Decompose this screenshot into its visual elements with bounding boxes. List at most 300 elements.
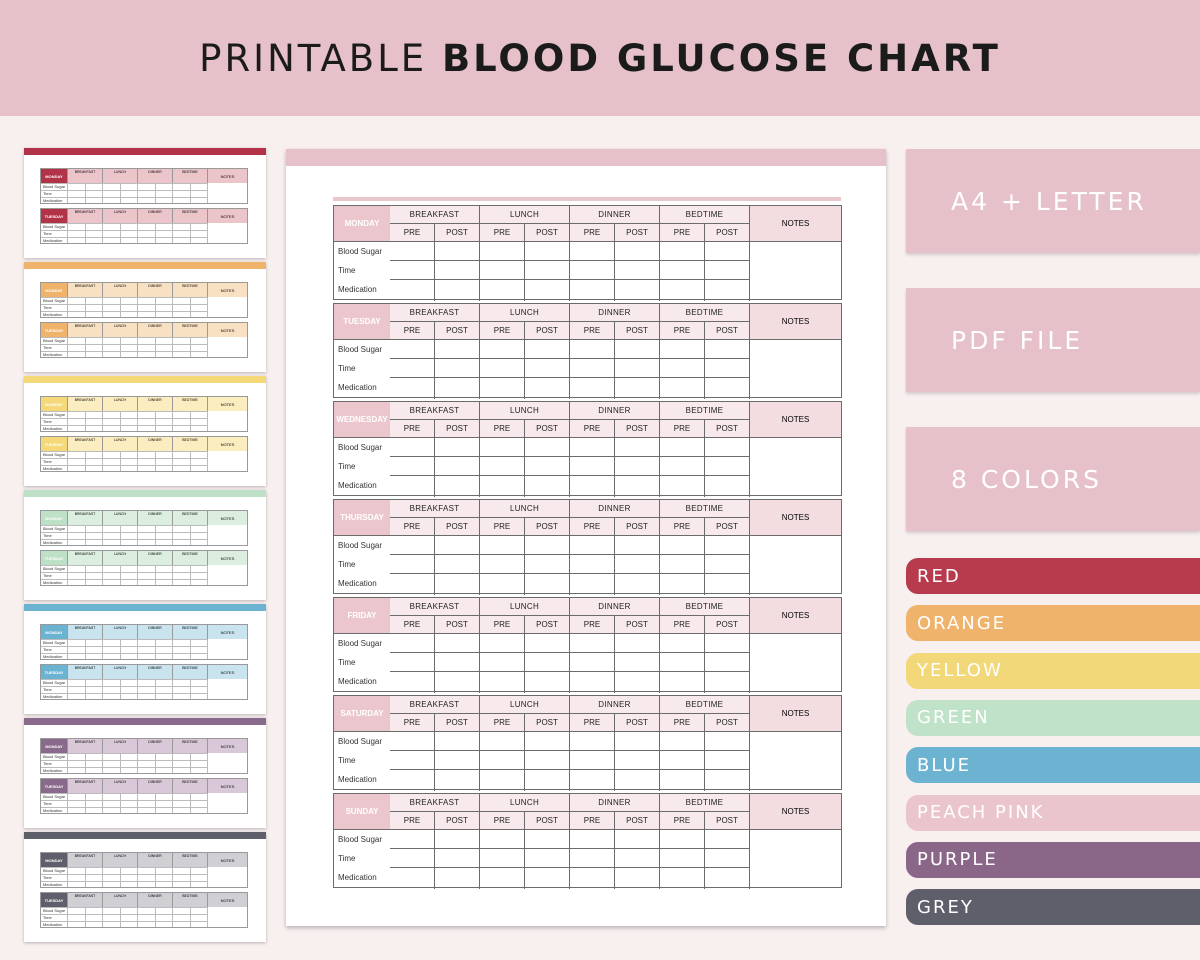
entry-cell: [615, 849, 660, 868]
entry-cell: [525, 830, 570, 849]
entry-cell: [570, 770, 615, 791]
meal-header: BREAKFAST: [390, 402, 480, 420]
entry-cell: [615, 476, 660, 497]
row-label: Medication: [338, 383, 377, 392]
thumbnail-grid-line: [102, 867, 103, 887]
meal-header: BEDTIME: [660, 500, 750, 518]
thumbnail-grid-line: [207, 411, 208, 431]
entry-cell: [660, 476, 705, 497]
thumbnail-grid-line: [155, 753, 156, 773]
thumbnail-grid-line: [67, 183, 68, 203]
entry-cell: [435, 340, 480, 359]
color-name: BLUE: [917, 754, 972, 776]
pre-post-header: POST: [615, 616, 660, 634]
entry-cell: [570, 555, 615, 574]
thumbnail-grid-line: [120, 753, 121, 773]
entry-cell: [480, 280, 525, 301]
thumbnail-grid-line: [190, 907, 191, 927]
entry-cell: [480, 634, 525, 653]
pre-post-header: PRE: [570, 420, 615, 438]
entry-cell: [525, 732, 570, 751]
thumbnail-day-label: TUESDAY: [41, 551, 67, 565]
entry-cell: [480, 653, 525, 672]
thumbnail-grid-line: [137, 411, 138, 431]
thumbnail-meal-headers: [67, 853, 207, 867]
entry-cell: [390, 751, 435, 770]
thumbnail-meal-label: DINNER: [137, 323, 172, 337]
thumbnail-variant: [24, 490, 266, 600]
entry-cell: [705, 280, 750, 301]
thumbnail-grid-line: [137, 337, 138, 357]
thumbnail-row-label: Time: [43, 191, 52, 196]
entry-cell: [525, 770, 570, 791]
thumbnail-grid-line: [172, 223, 173, 243]
thumbnail-grid-line: [41, 425, 207, 426]
thumbnail-grid-line: [207, 183, 208, 203]
entry-cell: [435, 261, 480, 280]
thumbnail-grid-line: [155, 411, 156, 431]
pre-post-header: PRE: [570, 714, 615, 732]
thumbnail-meal-label: LUNCH: [102, 739, 137, 753]
thumbnail-day-label: MONDAY: [41, 511, 67, 525]
thumbnail-top-bar: [24, 604, 266, 611]
thumbnail-grid-line: [41, 867, 207, 868]
thumbnail-meal-label: LUNCH: [102, 169, 137, 183]
thumbnail-grid-line: [41, 230, 207, 231]
thumbnail-meal-label: DINNER: [137, 893, 172, 907]
thumbnail-row-label: Time: [43, 761, 52, 766]
color-name: ORANGE: [917, 612, 1007, 634]
row-label: Time: [338, 364, 356, 373]
entry-cell: [435, 555, 480, 574]
entry-cell: [705, 457, 750, 476]
pre-post-header: PRE: [660, 812, 705, 830]
thumbnail-day-label: MONDAY: [41, 169, 67, 183]
thumbnail-grid-line: [207, 525, 208, 545]
entry-cell: [480, 555, 525, 574]
thumbnail-row-label: Medication: [43, 922, 63, 927]
notes-header: NOTES: [750, 794, 841, 830]
pre-post-header: POST: [615, 322, 660, 340]
entry-cell: [390, 340, 435, 359]
thumbnail-meal-label: BEDTIME: [172, 779, 207, 793]
thumbnail-top-bar: [24, 490, 266, 497]
pre-post-header: POST: [435, 420, 480, 438]
thumbnail-notes-label: NOTES: [207, 551, 247, 565]
thumbnail-grid-line: [207, 907, 208, 927]
row-label: Time: [338, 560, 356, 569]
thumbnail-row-label: Time: [43, 687, 52, 692]
entry-cell: [525, 242, 570, 261]
pre-post-header: PRE: [390, 616, 435, 634]
thumbnail-notes-label: NOTES: [207, 437, 247, 451]
entry-cell: [615, 340, 660, 359]
entry-cell: [480, 438, 525, 457]
day-label: SUNDAY: [334, 794, 391, 830]
thumbnail-grid-line: [120, 565, 121, 585]
thumbnail-content: [40, 852, 248, 932]
pre-post-header: PRE: [660, 322, 705, 340]
thumbnail-grid-line: [172, 867, 173, 887]
row-label: Time: [338, 658, 356, 667]
thumbnail-meal-label: LUNCH: [102, 437, 137, 451]
thumbnail-day-table: [40, 738, 248, 774]
thumbnail-row-label: Medication: [43, 808, 63, 813]
entry-cell: [660, 830, 705, 849]
thumbnail-grid-line: [137, 565, 138, 585]
entry-cell: [390, 770, 435, 791]
pre-post-header: POST: [525, 420, 570, 438]
pre-post-header: PRE: [660, 714, 705, 732]
entry-cell: [390, 457, 435, 476]
thumbnail-grid-line: [67, 525, 68, 545]
entry-cell: [480, 672, 525, 693]
pre-post-header: PRE: [480, 322, 525, 340]
thumbnail-row-label: Time: [43, 305, 52, 310]
thumbnail-meal-label: BEDTIME: [172, 893, 207, 907]
thumbnail-grid-line: [41, 532, 207, 533]
thumbnail-meal-label: LUNCH: [102, 665, 137, 679]
color-name: GREEN: [917, 707, 990, 729]
meal-header: DINNER: [570, 206, 660, 224]
entry-cell: [570, 536, 615, 555]
thumbnail-meal-label: LUNCH: [102, 511, 137, 525]
thumbnail-grid-line: [207, 297, 208, 317]
notes-header: NOTES: [750, 598, 841, 634]
thumbnail-grid-line: [120, 183, 121, 203]
day-label: TUESDAY: [334, 304, 391, 340]
entry-cell: [525, 340, 570, 359]
row-label: Blood Sugar: [338, 541, 383, 550]
row-label: Medication: [338, 873, 377, 882]
thumbnail-grid-line: [85, 867, 86, 887]
thumbnail-grid-line: [207, 867, 208, 887]
thumbnail-meal-label: LUNCH: [102, 893, 137, 907]
thumbnail-meal-label: BREAKFAST: [67, 511, 102, 525]
row-label: Medication: [338, 775, 377, 784]
thumbnail-row-label: Blood Sugar: [43, 452, 66, 457]
entry-cell: [435, 280, 480, 301]
thumbnail-grid-line: [137, 223, 138, 243]
thumbnail-grid-line: [155, 337, 156, 357]
thumbnail-grid-line: [41, 565, 207, 566]
thumbnail-day-label: TUESDAY: [41, 779, 67, 793]
thumbnail-grid-line: [207, 753, 208, 773]
thumbnail-meal-headers: [67, 779, 207, 793]
thumbnail-row-label: Time: [43, 419, 52, 424]
thumbnail-row-label: Blood Sugar: [43, 794, 66, 799]
entry-cell: [435, 574, 480, 595]
thumbnail-grid-line: [137, 793, 138, 813]
thumbnail-grid-line: [41, 686, 207, 687]
row-label: Time: [338, 854, 356, 863]
entry-cell: [435, 770, 480, 791]
thumbnail-grid-line: [172, 297, 173, 317]
meal-header: BEDTIME: [660, 206, 750, 224]
thumbnail-content: [40, 396, 248, 476]
pre-post-header: POST: [615, 714, 660, 732]
entry-cell: [390, 280, 435, 301]
entry-cell: [705, 555, 750, 574]
thumbnail-grid-line: [41, 760, 207, 761]
thumbnail-grid-line: [190, 753, 191, 773]
entry-cell: [705, 732, 750, 751]
thumbnail-grid-line: [41, 646, 207, 647]
thumbnail-grid-line: [190, 639, 191, 659]
pre-post-header: POST: [435, 518, 480, 536]
thumbnail-grid-line: [41, 572, 207, 573]
entry-cell: [480, 359, 525, 378]
row-label: Blood Sugar: [338, 639, 383, 648]
thumbnail-grid-line: [41, 190, 207, 191]
entry-cell: [570, 672, 615, 693]
thumbnail-meal-label: LUNCH: [102, 779, 137, 793]
thumbnail-grid-line: [207, 337, 208, 357]
thumbnail-grid-line: [102, 297, 103, 317]
entry-cell: [705, 672, 750, 693]
thumbnail-grid-line: [102, 411, 103, 431]
entry-cell: [525, 849, 570, 868]
row-label: Blood Sugar: [338, 345, 383, 354]
thumbnail-meal-headers: [67, 397, 207, 411]
thumbnail-grid-line: [85, 223, 86, 243]
thumbnail-meal-label: LUNCH: [102, 209, 137, 223]
thumbnail-notes-label: NOTES: [207, 323, 247, 337]
entry-cell: [660, 751, 705, 770]
page-accent-line: [333, 197, 841, 201]
thumbnail-grid-line: [41, 237, 207, 238]
entry-cell: [525, 280, 570, 301]
thumbnail-notes-label: NOTES: [207, 853, 247, 867]
day-table-thursday: [333, 499, 842, 594]
entry-cell: [615, 653, 660, 672]
thumbnail-notes-label: NOTES: [207, 665, 247, 679]
entry-cell: [525, 868, 570, 889]
thumbnail-meal-label: BEDTIME: [172, 397, 207, 411]
thumbnail-notes-label: NOTES: [207, 397, 247, 411]
thumbnail-grid-line: [207, 565, 208, 585]
thumbnail-grid-line: [41, 921, 207, 922]
thumbnail-grid-line: [102, 525, 103, 545]
entry-cell: [615, 359, 660, 378]
thumbnail-grid-line: [155, 639, 156, 659]
pre-post-header: POST: [525, 812, 570, 830]
entry-cell: [660, 359, 705, 378]
thumbnail-grid-line: [67, 753, 68, 773]
thumbnail-grid-line: [155, 565, 156, 585]
day-label: SATURDAY: [334, 696, 391, 732]
meal-header: LUNCH: [480, 794, 570, 812]
thumbnail-row-label: Blood Sugar: [43, 908, 66, 913]
meal-header: BEDTIME: [660, 794, 750, 812]
thumbnail-grid-line: [172, 907, 173, 927]
thumbnail-grid-line: [67, 867, 68, 887]
meal-header: BEDTIME: [660, 598, 750, 616]
thumbnail-grid-line: [172, 337, 173, 357]
notes-header: NOTES: [750, 304, 841, 340]
pre-post-header: POST: [615, 420, 660, 438]
thumbnail-grid-line: [102, 907, 103, 927]
thumbnail-grid-line: [120, 867, 121, 887]
thumbnail-grid-line: [190, 223, 191, 243]
entry-cell: [615, 261, 660, 280]
entry-cell: [435, 359, 480, 378]
thumbnail-grid-line: [41, 337, 207, 338]
thumbnail-grid-line: [155, 793, 156, 813]
meal-header: DINNER: [570, 304, 660, 322]
thumbnail-grid-line: [172, 525, 173, 545]
feature-text: A4 + LETTER: [951, 186, 1147, 216]
thumbnail-row-label: Medication: [43, 466, 63, 471]
entry-cell: [615, 574, 660, 595]
entry-cell: [390, 438, 435, 457]
thumbnail-grid-line: [207, 223, 208, 243]
notes-header: NOTES: [750, 206, 841, 242]
pre-post-header: PRE: [390, 714, 435, 732]
entry-cell: [660, 555, 705, 574]
entry-cell: [435, 457, 480, 476]
meal-header: BEDTIME: [660, 304, 750, 322]
row-label: Blood Sugar: [338, 835, 383, 844]
color-swatch-peach-pink: [906, 795, 1200, 831]
thumbnail-grid-line: [41, 579, 207, 580]
thumbnail-grid-line: [137, 867, 138, 887]
entry-cell: [525, 672, 570, 693]
thumbnail-day-label: TUESDAY: [41, 209, 67, 223]
day-label: FRIDAY: [334, 598, 391, 634]
entry-cell: [615, 242, 660, 261]
thumbnail-day-table: [40, 396, 248, 432]
entry-cell: [435, 672, 480, 693]
pre-post-header: POST: [525, 224, 570, 242]
thumbnail-variant: [24, 262, 266, 372]
entry-cell: [525, 261, 570, 280]
entry-cell: [525, 457, 570, 476]
entry-cell: [435, 438, 480, 457]
entry-cell: [525, 378, 570, 399]
thumbnail-day-label: TUESDAY: [41, 437, 67, 451]
thumbnail-row-label: Medication: [43, 768, 63, 773]
entry-cell: [435, 751, 480, 770]
day-label: THURSDAY: [334, 500, 391, 536]
thumbnail-meal-label: BREAKFAST: [67, 739, 102, 753]
entry-cell: [705, 830, 750, 849]
thumbnail-grid-line: [155, 867, 156, 887]
thumbnail-meal-label: BREAKFAST: [67, 209, 102, 223]
entry-cell: [435, 242, 480, 261]
entry-cell: [570, 830, 615, 849]
entry-cell: [660, 770, 705, 791]
entry-cell: [705, 476, 750, 497]
row-label: Medication: [338, 579, 377, 588]
meal-header: BEDTIME: [660, 696, 750, 714]
thumbnail-meal-label: LUNCH: [102, 853, 137, 867]
thumbnail-grid-line: [120, 907, 121, 927]
entry-cell: [390, 378, 435, 399]
thumbnail-meal-label: BEDTIME: [172, 853, 207, 867]
row-label: Medication: [338, 677, 377, 686]
entry-cell: [480, 732, 525, 751]
entry-cell: [435, 830, 480, 849]
page-top-band: [286, 149, 886, 166]
row-label: Time: [338, 462, 356, 471]
pre-post-header: POST: [525, 714, 570, 732]
pre-post-header: PRE: [570, 518, 615, 536]
thumbnail-grid-line: [102, 337, 103, 357]
meal-header: LUNCH: [480, 304, 570, 322]
thumbnail-grid-line: [102, 183, 103, 203]
entry-cell: [390, 261, 435, 280]
entry-cell: [480, 261, 525, 280]
pre-post-header: PRE: [480, 224, 525, 242]
thumbnail-grid-line: [155, 451, 156, 471]
thumbnail-grid-line: [190, 525, 191, 545]
thumbnail-meal-label: BREAKFAST: [67, 779, 102, 793]
thumbnail-grid-line: [207, 679, 208, 699]
thumbnail-variant: [24, 832, 266, 942]
entry-cell: [570, 242, 615, 261]
entry-cell: [390, 868, 435, 889]
pre-post-header: PRE: [660, 518, 705, 536]
entry-cell: [660, 653, 705, 672]
pre-post-header: POST: [705, 616, 750, 634]
thumbnail-day-label: MONDAY: [41, 397, 67, 411]
pre-post-header: PRE: [570, 224, 615, 242]
thumbnail-row-label: Blood Sugar: [43, 640, 66, 645]
pre-post-header: POST: [435, 812, 480, 830]
pre-post-header: PRE: [390, 420, 435, 438]
thumbnail-grid-line: [85, 411, 86, 431]
entry-cell: [615, 280, 660, 301]
thumbnail-meal-label: BREAKFAST: [67, 283, 102, 297]
entry-cell: [570, 849, 615, 868]
thumbnail-meal-label: LUNCH: [102, 323, 137, 337]
thumbnail-row-label: Time: [43, 345, 52, 350]
entry-cell: [705, 340, 750, 359]
thumbnail-grid-line: [41, 807, 207, 808]
day-table-tuesday: [333, 303, 842, 398]
thumbnail-grid-line: [102, 639, 103, 659]
thumbnail-meal-label: BEDTIME: [172, 625, 207, 639]
thumbnail-grid-line: [172, 793, 173, 813]
thumbnail-meal-label: DINNER: [137, 397, 172, 411]
feature-badge: [906, 288, 1200, 392]
thumbnail-grid-line: [120, 297, 121, 317]
thumbnail-day-table: [40, 510, 248, 546]
pre-post-header: POST: [615, 224, 660, 242]
entry-cell: [480, 770, 525, 791]
thumbnail-meal-label: BREAKFAST: [67, 551, 102, 565]
thumbnail-grid-line: [67, 907, 68, 927]
color-name: GREY: [917, 896, 974, 918]
pre-post-header: PRE: [660, 420, 705, 438]
thumbnail-top-bar: [24, 832, 266, 839]
entry-cell: [570, 732, 615, 751]
meal-header: BREAKFAST: [390, 206, 480, 224]
thumbnail-meal-label: BREAKFAST: [67, 893, 102, 907]
thumbnail-content: [40, 738, 248, 818]
thumbnail-grid-line: [67, 411, 68, 431]
color-swatch-red: [906, 558, 1200, 594]
thumbnail-grid-line: [155, 907, 156, 927]
entry-cell: [525, 555, 570, 574]
thumbnail-meal-label: BEDTIME: [172, 551, 207, 565]
entry-cell: [660, 242, 705, 261]
thumbnail-meal-label: DINNER: [137, 437, 172, 451]
entry-cell: [480, 476, 525, 497]
thumbnail-grid-line: [120, 525, 121, 545]
entry-cell: [660, 457, 705, 476]
